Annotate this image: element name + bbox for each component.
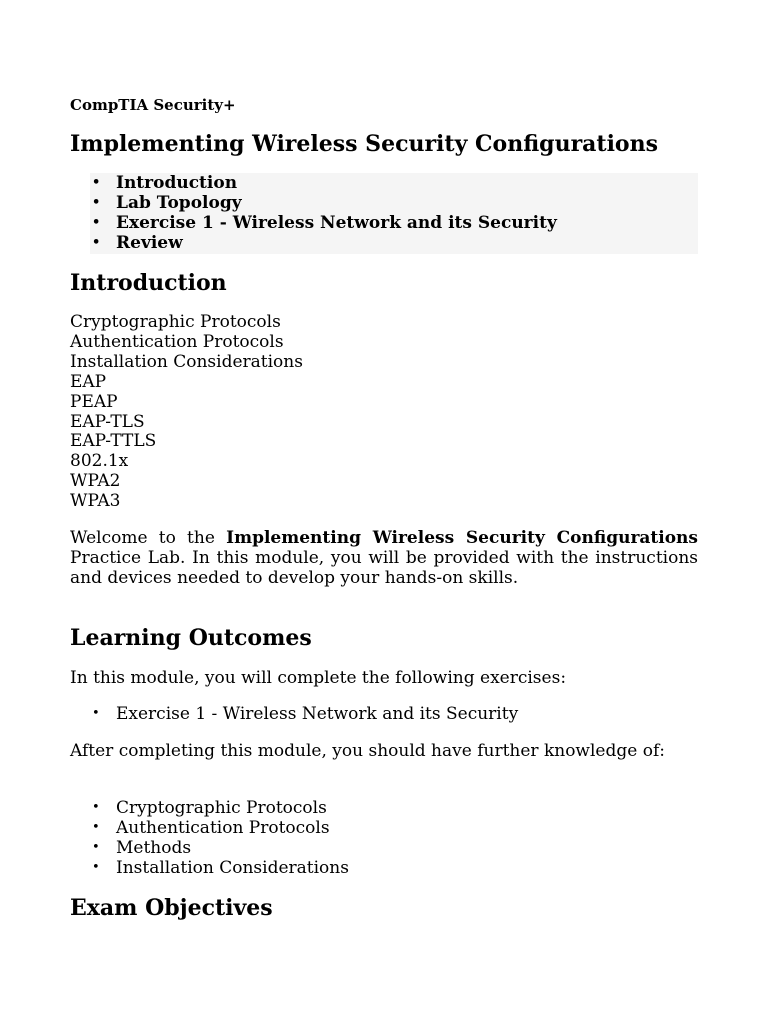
exercise-item: • Exercise 1 - Wireless Network and its Security [70, 704, 698, 724]
knowledge-item: • Authentication Protocols [70, 818, 698, 838]
welcome-paragraph [70, 528, 698, 588]
topic-item: Installation Considerations [70, 351, 303, 372]
toc-item-lab-topology[interactable]: • Lab Topology [90, 193, 698, 213]
introduction-heading: Introduction [70, 270, 227, 296]
table-of-contents [90, 173, 698, 254]
toc-item-review[interactable]: • Review [90, 233, 698, 253]
topic-item: Cryptographic Protocols [70, 312, 281, 332]
topic-list [70, 313, 698, 512]
knowledge-item: • Installation Considerations [70, 858, 698, 878]
after-paragraph: After completing this module, you should have further knowledge of: [70, 741, 665, 761]
learning-outcomes-heading: Learning Outcomes [70, 625, 312, 651]
lab-name: Implementing Wireless Security Configurations [226, 528, 698, 548]
topic-item: Authentication Protocols [70, 331, 284, 352]
knowledge-item: • Methods [70, 838, 698, 858]
course-label: CompTIA Security+ [70, 96, 236, 114]
topic-item: WPA3 [70, 491, 121, 512]
topic-item: 802.1x [70, 451, 129, 472]
exercise-list [70, 704, 698, 724]
knowledge-list [70, 798, 698, 878]
page-title: Implementing Wireless Security Configurations [70, 131, 658, 157]
welcome-post: Practice Lab. In this module, you will be provided with the instructions and devices needed to develop your hands-on skills. [70, 548, 698, 588]
topic-item: EAP-TLS [70, 411, 145, 432]
outcomes-intro: In this module, you will complete the following exercises: [70, 668, 567, 688]
topic-item: WPA2 [70, 471, 121, 492]
toc-item-exercise-1[interactable]: • Exercise 1 - Wireless Network and its Security [90, 213, 698, 233]
topic-item: PEAP [70, 391, 118, 412]
topic-item: EAP [70, 371, 107, 392]
exam-objectives-heading: Exam Objectives [70, 895, 273, 921]
topic-item: EAP-TTLS [70, 431, 157, 452]
toc-item-introduction[interactable]: • Introduction [90, 173, 698, 193]
knowledge-item: • Cryptographic Protocols [70, 798, 698, 818]
welcome-pre: Welcome to the [70, 528, 227, 548]
